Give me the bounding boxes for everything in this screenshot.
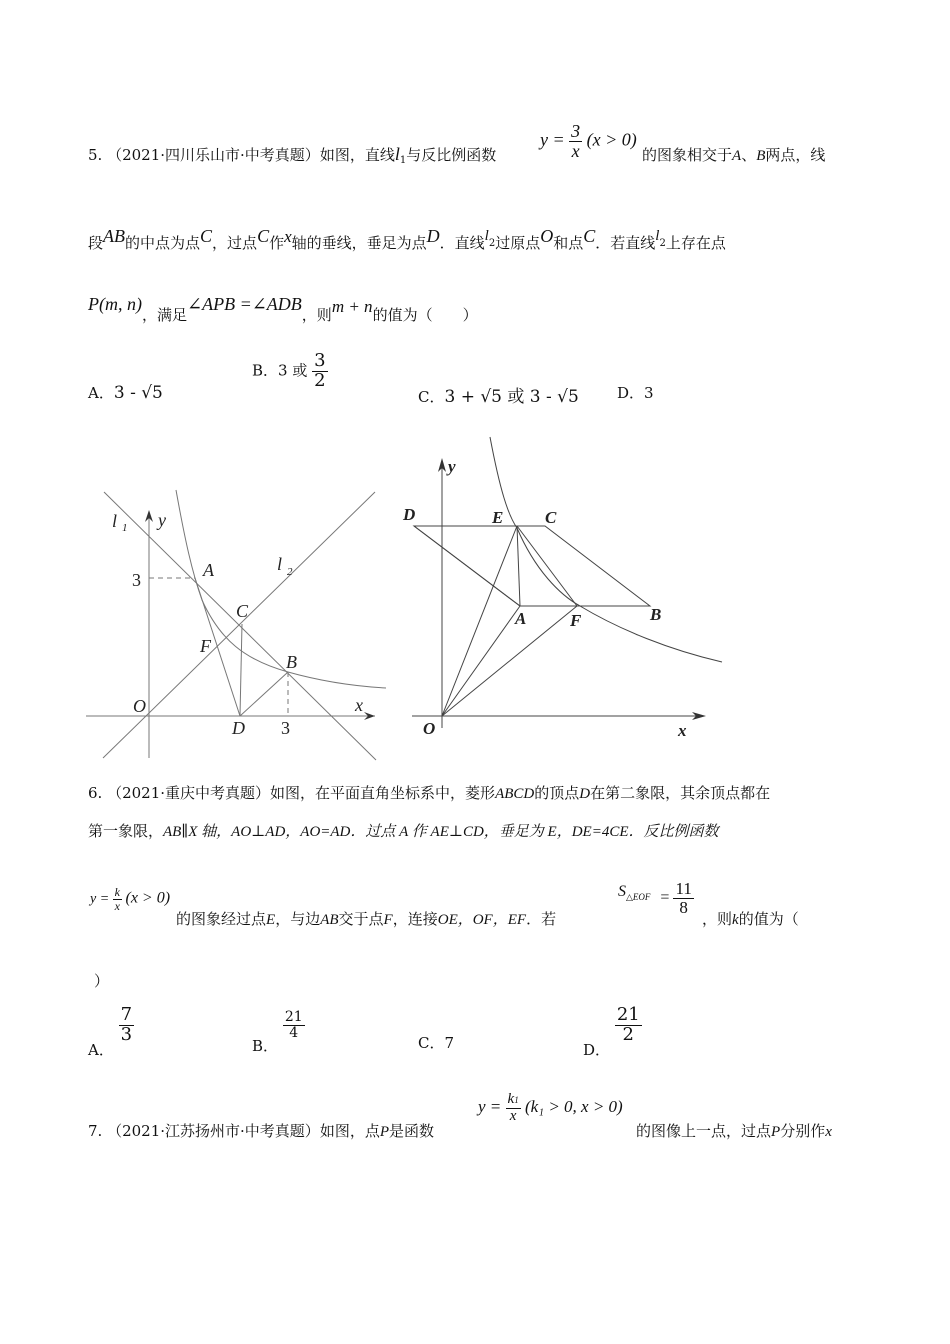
fig1-label-y: y [158,510,166,530]
fig1-label-F: F [200,636,211,656]
fig2-label-A: A [515,609,527,628]
fig1-label-l2: l [277,554,283,574]
q6-line-2: 第一象限，AB∥X 轴，AO⊥AD，AO=AD．过点 A 作 AE⊥CD，垂足为 E，DE=4CE．反比例函数 [88,822,719,840]
fig2-label-O: O [423,719,436,738]
q6-line-4: ） [94,972,110,990]
q7-function: y = $\frac{k1}{x}$ (k₁ > 0, x > 0) [478,1091,623,1124]
q6-line-3-end: ，则k的值为（ [702,910,799,928]
fig2-label-E: E [492,508,504,527]
fig2-seg-OA [442,606,520,716]
fig1-seg-DB [240,672,288,716]
fig2-label-D: D [403,505,416,524]
fig2-seg-EA [517,526,520,606]
q5-option-c[interactable]: C．3 + √5 或 3 - √5 [418,387,579,407]
q5-function: y = $\frac{3}{x}$ (x > 0) [540,121,637,161]
fig1-label-B: B [286,652,297,672]
fig1-label-l1-sub: 1 [122,522,128,534]
q5-line-2: 段AB的中点为点C，过点C作x轴的垂线，垂足为点D．直线$l^2$过原点O和点C．若直线$l^2$上存在点 [88,226,726,252]
fig2-seg-DA [414,526,520,606]
q5-line-1: 5. （2021·四川乐山市·中考真题）如图，直线$l_1$与反比例函数 [88,144,497,166]
fig2-rhombus [414,526,650,606]
q6-line-3: 的图象经过点E，与边AB交于点F，连接OE，OF，EF．若 [176,910,557,928]
fig1-label-C: C [236,601,249,621]
fig1-label-3x: 3 [281,718,290,738]
fig2-label-F: F [570,611,582,630]
fig1-label-3y: 3 [132,570,141,590]
fig1-label-l1: l [112,511,118,531]
fig1-label-l2-sub: 2 [287,566,293,578]
q6-option-a[interactable]: A． $\frac{7}{3}$ [88,1004,133,1060]
fig1-seg-CD [240,624,242,716]
fig2-seg-OE [442,526,517,716]
fig2-seg-EF [517,526,577,606]
q6-area-condition: S△EOF = $\frac{11}{8}$ [618,879,692,917]
fig2-label-x: x [678,721,687,740]
fig1-hyperbola [176,490,386,688]
q6-line-1: 6. （2021·重庆中考真题）如图，在平面直角坐标系中，菱形ABCD的顶点D在第二象限，其余顶点都在 [88,784,771,802]
fig2-seg-OF [442,606,577,716]
q5-option-b[interactable]: B．3 或 $\frac{3}{2}$ [252,350,326,391]
q6-option-d[interactable]: D． $\frac{21}{2}$ [583,1004,640,1060]
q6-option-b[interactable]: B． $\frac{21}{4}$ [252,1009,303,1056]
q5-option-d[interactable]: D．3 [617,384,654,402]
fig1-label-D: D [232,718,245,738]
fig2-label-B: B [650,605,662,624]
fig1-label-x: x [355,695,363,715]
q7-line-1: 7. （2021·江苏扬州市·中考真题）如图，点P是函数 [88,1122,435,1140]
q7-line-1-end: 的图像上一点，过点P分别作x [636,1122,832,1140]
fig2-label-y: y [448,457,456,476]
fig1-label-O: O [133,696,146,716]
q6-function: y = $\frac{k}{x}$ (x > 0) [90,885,171,913]
fig2-label-C: C [545,508,557,527]
fig1-label-A: A [203,560,214,580]
q5-option-a[interactable]: A．3 - √5 [88,383,163,403]
q5-line-1-end: 的图象相交于A、B两点，线 [642,146,826,164]
q5-line-3: P(m, n)，满足∠APB =∠ADB，则m + n的值为（ ） [88,294,478,324]
fig2-hyperbola [490,437,722,662]
q6-option-c[interactable]: C．7 [418,1034,455,1052]
